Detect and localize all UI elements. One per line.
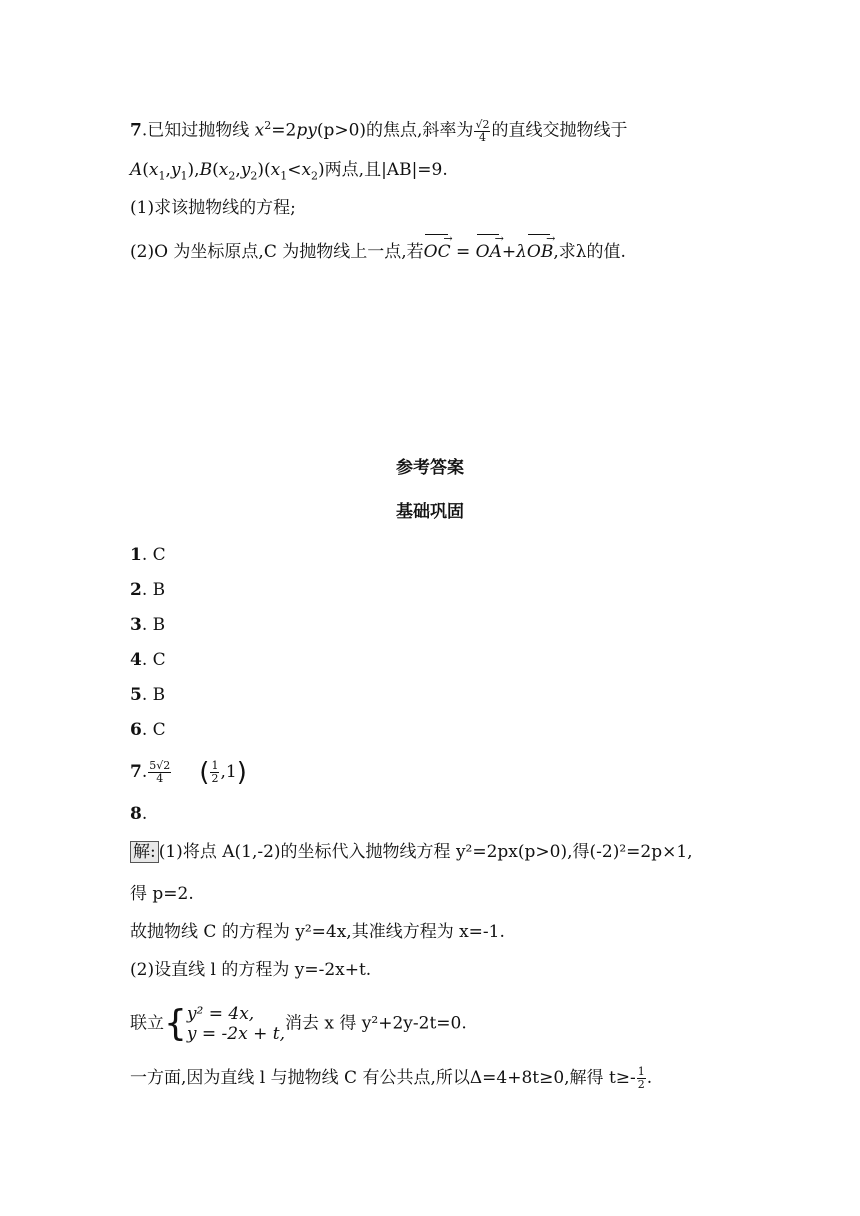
answer-8-number: 8.	[130, 804, 148, 824]
solution-label: 解:	[130, 841, 159, 863]
answer-8-step-5: 联立{ y² = 4x, y = -2x + t, 消去 x 得 y²+2y-2t=0.	[130, 1003, 467, 1044]
answer-7-point-x: $\frac{1}{2}$	[211, 759, 219, 785]
equation-system: y² = 4x, y = -2x + t,	[186, 1004, 285, 1044]
slope-fraction: $\frac{√2}{4}$	[475, 117, 490, 144]
answer-8-step-1: 解: (1)将点 A(1,-2)的坐标代入抛物线方程 y²=2px(p>0),得(-2)²=2p×1,	[130, 840, 693, 864]
answer-2: 2. B	[130, 580, 166, 600]
problem-7-line-1: 7.已知过抛物线 $x^2=2py(p>0)$的焦点,斜率为 $\frac{√2}{4}$ 的直线交抛物线于	[130, 117, 628, 144]
answer-1: 1. C	[130, 545, 166, 565]
answer-8-step-2: 得 p=2.	[130, 884, 194, 904]
t-bound-fraction: $\frac{1}{2}$	[637, 1065, 645, 1091]
answer-6: 6. C	[130, 720, 166, 740]
answer-8-step-4: (2)设直线 l 的方程为 y=-2x+t.	[130, 960, 372, 980]
answer-7-fraction: $\frac{5√2}{4}$	[149, 759, 171, 785]
problem-7-part-2: (2)O 为坐标原点,C 为抛物线上一点,若→ OC = → OA+λ→ OB,求λ的值.	[130, 240, 626, 264]
answer-5: 5. B	[130, 685, 166, 705]
answer-8-step-3: 故抛物线 C 的方程为 y²=4x,其准线方程为 x=-1.	[130, 922, 505, 942]
answer-8-step-6: 一方面,因为直线 l 与抛物线 C 有公共点,所以Δ=4+8t≥0,解得 t≥- $\frac{1}{2}$ .	[130, 1065, 653, 1091]
answer-3: 3. B	[130, 615, 166, 635]
problem-7-line-2: $A(x_1,y_1),B(x_2,y_2)(x_1<x_2)$两点,且|AB|=9.	[130, 160, 448, 183]
answers-title: 参考答案	[396, 458, 464, 478]
answer-4: 4. C	[130, 650, 166, 670]
section-title: 基础巩固	[396, 502, 464, 522]
problem-number: 7	[130, 120, 142, 141]
answer-7: 7. $\frac{5√2}{4}$ ( $\frac{1}{2}$ ,1)	[130, 757, 247, 788]
problem-7-part-1: (1)求该抛物线的方程;	[130, 198, 296, 218]
